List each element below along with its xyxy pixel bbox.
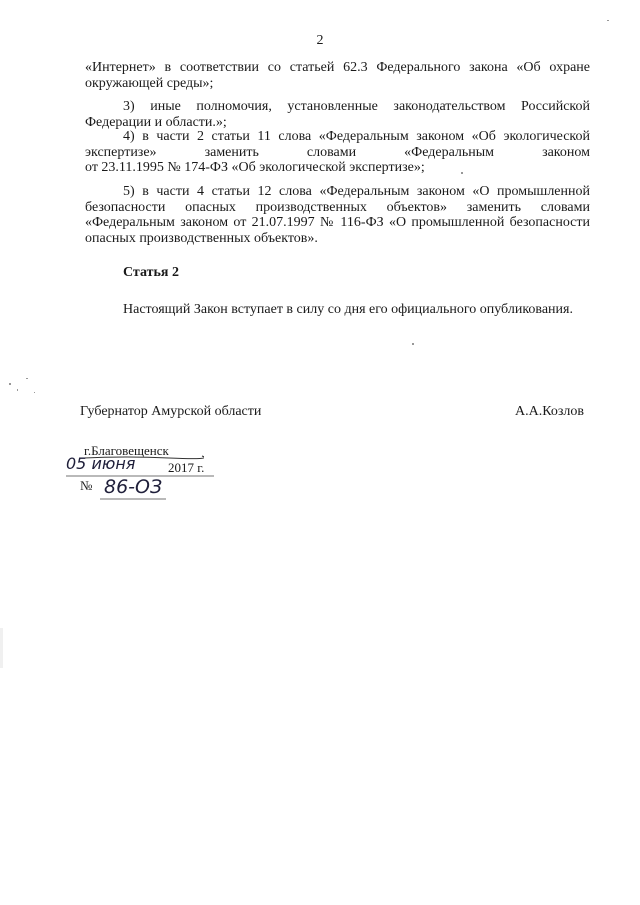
paragraph-continuation: [85, 60, 590, 91]
handwritten-date: 05 июня: [66, 454, 136, 473]
item-3-text: 3) иные полномочия, установленные законодательством Российской Федерации и области.»;: [85, 99, 590, 130]
signatory-name: А.А.Козлов: [515, 404, 584, 419]
item-4: [85, 129, 590, 176]
item-5: [85, 184, 590, 246]
scan-speck: [34, 392, 35, 393]
page-number: 2: [316, 33, 324, 48]
article-heading: Статья 2: [123, 265, 179, 280]
scan-edge-shadow: [0, 628, 3, 668]
place-of-signing: г.Благовещенск: [84, 443, 169, 458]
article-2-body: [85, 302, 590, 318]
item-4-text-end: от 23.11.1995 № 174-ФЗ «Об экологической экспертизе»;: [85, 160, 425, 175]
item-4-text: 4) в части 2 статьи 11 слова «Федеральным законом «Об экологической экспертизе» заменить словами «Федеральным законом: [85, 129, 590, 160]
scan-speck: [461, 172, 463, 174]
scan-speck: [607, 20, 609, 21]
scan-speck: [26, 378, 28, 379]
number-underline: [100, 497, 170, 501]
scan-speck: [9, 383, 11, 385]
item-3: [85, 99, 590, 130]
signatory-position: Губернатор Амурской области: [80, 404, 262, 419]
date-year: 2017 г.: [168, 460, 205, 475]
number-sign: №: [80, 478, 93, 493]
paragraph-text: «Интернет» в соответствии со статьей 62.3 Федерального закона «Об охране окружающей среды»;: [85, 60, 590, 91]
article-2-text: Настоящий Закон вступает в силу со дня его официального опубликования.: [123, 302, 573, 317]
item-5-text: 5) в части 4 статьи 12 слова «Федеральным законом «О промышленной безопасности опасных производственных объектов» заменить словами «Федеральным законом от 21.07.1997 № 116-ФЗ «О промышленной безопасности опасных производственных объектов».: [85, 184, 590, 246]
scan-speck: [412, 343, 414, 345]
handwritten-number: 86-ОЗ: [104, 476, 163, 498]
scan-speck: [17, 389, 18, 391]
